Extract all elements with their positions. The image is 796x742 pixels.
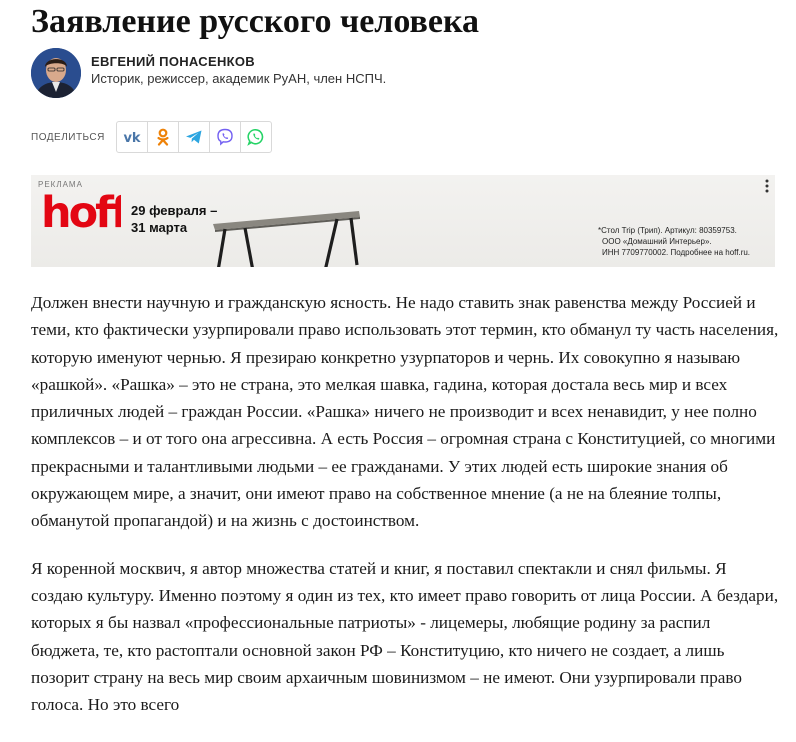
ad-more-button[interactable]: [765, 179, 769, 195]
author-info: [91, 53, 386, 87]
share-buttons: [116, 121, 272, 153]
ad-label: РЕКЛАМА: [38, 180, 83, 189]
share-label: ПОДЕЛИТЬСЯ: [31, 131, 105, 143]
share-vk-button[interactable]: [117, 122, 148, 152]
article-paragraph: Должен внести научную и гражданскую ясность. Не надо ставить знак равенства между Россией и теми, кто фактически узурпировали право использовать этот термин, кто обманул ту часть населения, которую именуют чернью. Я презираю конкретно узурпаторов и чернь. Их совокупно я называю «рашкой». «Рашка» – это не страна, это мелкая шавка, гадина, которая достала весь мир и всех приличных людей – граждан России. «Рашка» ничего не производит и всех ненавидит, у нее полно комплексов – и от того она агрессивна. А есть Россия – огромная страна с Конституцией, со многими прекрасными и талантливыми людьми – ее гражданами. У этих людей есть широкие знания об окружающем мире, а значит, они имеют право на собственное мнение (а не на блеяние толпы, обманутой пропагандой) и на жизнь с достоинством.: [31, 293, 779, 531]
odnoklassniki-icon: [156, 128, 170, 146]
telegram-icon: [185, 129, 203, 145]
share-bar: [31, 121, 272, 153]
ad-legal-line3: ИНН 7709770002. Подробнее на hoff.ru.: [602, 248, 751, 257]
author-photo-icon: [31, 48, 81, 98]
ad-legal-line1: *Стол Trip (Трип). Артикул: 80359753.: [598, 226, 737, 235]
share-viber-button[interactable]: [210, 122, 241, 152]
more-vertical-icon: [765, 179, 769, 193]
author-description: Историк, режиссер, академик РуАН, член НСПЧ.: [91, 71, 387, 86]
article-paragraph: Я коренной москвич, я автор множества статей и книг, я поставил спектакли и снял фильмы. Я создаю культуру. Именно поэтому я один из тех, кто имеет право говорить от лица России. А бездари, которых я бы назвал «профессиональные патриоты» - лицемеры, любящие родину за распил бюджета, те, кто растоптали основной закон РФ – Конституцию, кто ничего не создает, а лишь позорит страну на весь мир своим архаичным шовинизмом – не имеют. Они узурпировали право голоса. Но это всего: [31, 558, 779, 715]
share-ok-button[interactable]: [148, 122, 179, 152]
whatsapp-icon: [247, 128, 265, 146]
share-telegram-button[interactable]: [179, 122, 210, 152]
author-block: [31, 48, 386, 98]
article-page: [31, 0, 779, 715]
ad-date-line2: 31 марта: [131, 220, 188, 235]
viber-icon: [216, 128, 234, 146]
table-icon: [211, 207, 361, 267]
ad-brand-logo[interactable]: [41, 188, 121, 243]
ad-table-image: [211, 207, 361, 267]
svg-text:vk: vk: [123, 131, 141, 144]
article-title: Заявление русского человека: [31, 3, 480, 40]
author-avatar[interactable]: [31, 48, 81, 98]
hoff-logo-icon: [41, 188, 121, 234]
ad-date-line1: 29 февраля –: [131, 203, 218, 218]
ad-banner[interactable]: [31, 175, 775, 267]
author-name[interactable]: ЕВГЕНИЙ ПОНАСЕНКОВ: [91, 54, 255, 69]
ad-legal-line2: ООО «Домашний Интерьер».: [602, 237, 712, 246]
article-body: [31, 289, 779, 738]
share-whatsapp-button[interactable]: [241, 122, 271, 152]
ad-legal-text: [598, 225, 750, 258]
vk-icon: [122, 130, 142, 144]
ad-date: [131, 202, 217, 236]
svg-text:hoff: hoff: [41, 188, 121, 234]
